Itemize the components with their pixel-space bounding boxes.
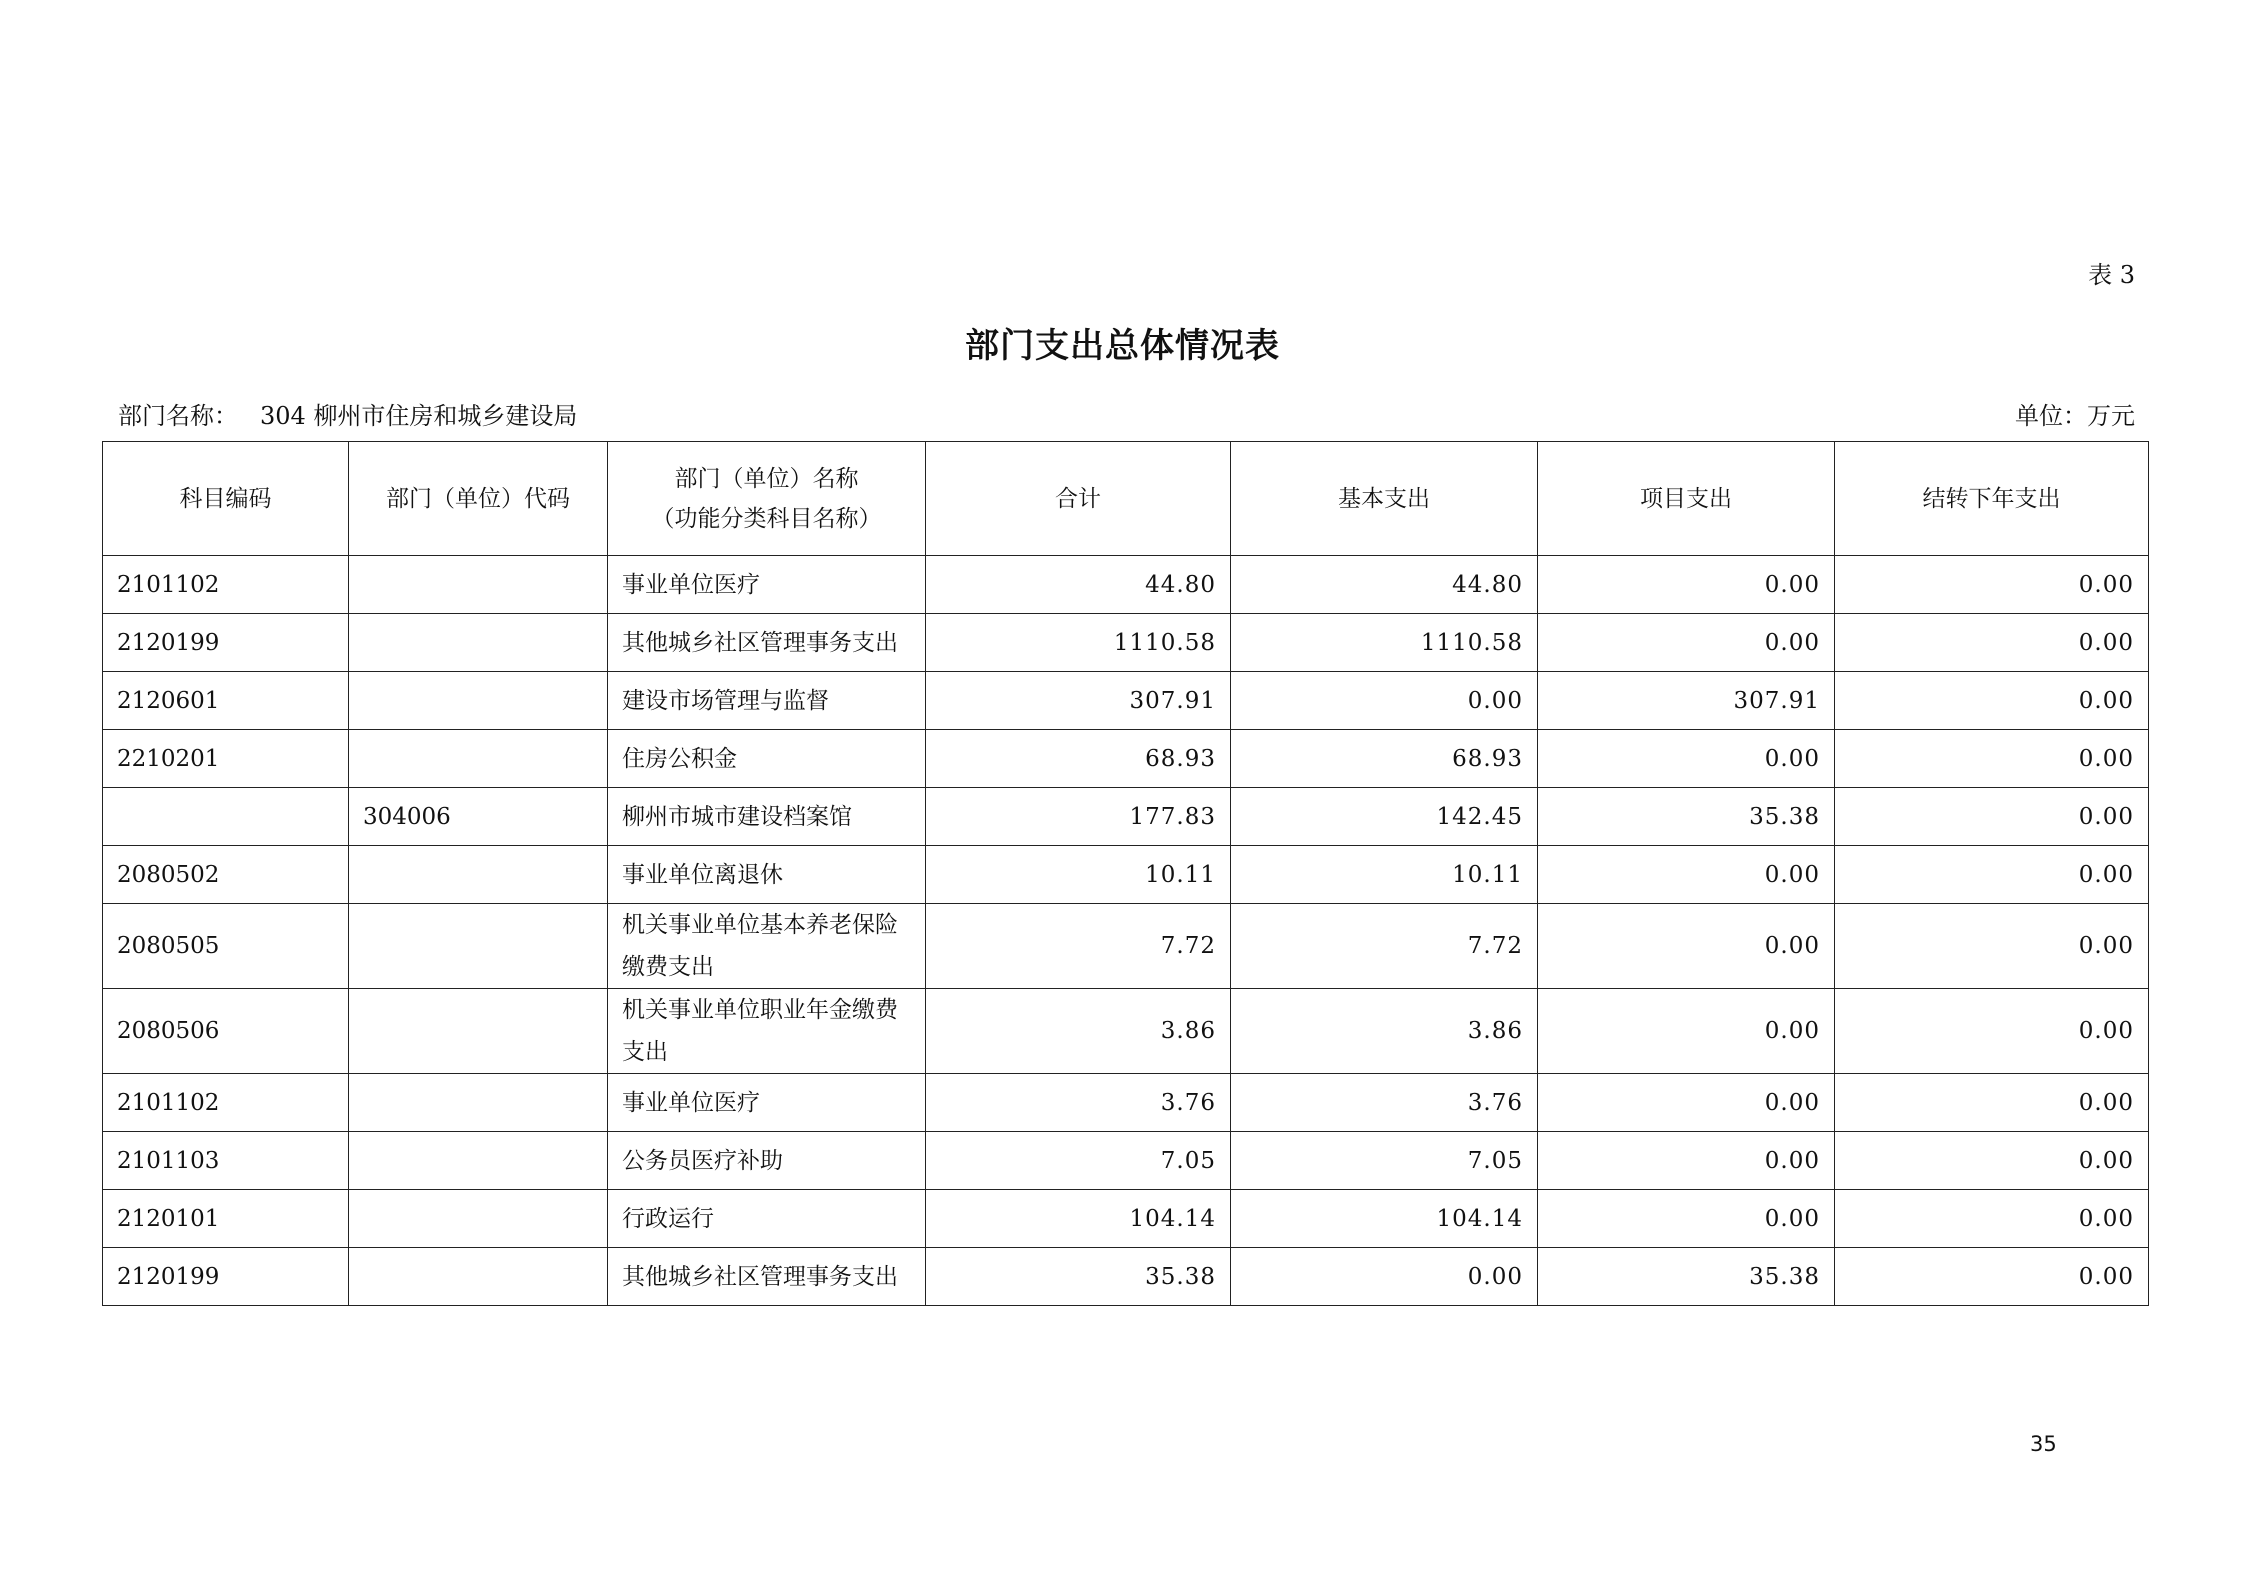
cell-basic: 0.00 — [1231, 1248, 1538, 1306]
cell-basic: 10.11 — [1231, 846, 1538, 904]
cell-dept-code — [349, 672, 608, 730]
cell-total: 68.93 — [926, 730, 1231, 788]
expenditure-table — [102, 441, 2149, 1306]
cell-name: 其他城乡社区管理事务支出 — [608, 1248, 926, 1306]
cell-basic: 1110.58 — [1231, 614, 1538, 672]
cell-carryover: 0.00 — [1835, 989, 2149, 1074]
cell-subject-code: 2101102 — [103, 1074, 349, 1132]
header-basic: 基本支出 — [1231, 442, 1538, 556]
cell-name: 柳州市城市建设档案馆 — [608, 788, 926, 846]
header-project: 项目支出 — [1538, 442, 1835, 556]
cell-subject-code: 2080502 — [103, 846, 349, 904]
cell-dept-code — [349, 730, 608, 788]
cell-name: 行政运行 — [608, 1190, 926, 1248]
cell-subject-code: 2120101 — [103, 1190, 349, 1248]
cell-name: 建设市场管理与监督 — [608, 672, 926, 730]
cell-name: 公务员医疗补助 — [608, 1132, 926, 1190]
cell-project: 0.00 — [1538, 1190, 1835, 1248]
cell-total: 177.83 — [926, 788, 1231, 846]
cell-total: 3.86 — [926, 989, 1231, 1074]
cell-project: 0.00 — [1538, 1074, 1835, 1132]
header-carryover: 结转下年支出 — [1835, 442, 2149, 556]
cell-dept-code: 304006 — [349, 788, 608, 846]
cell-carryover: 0.00 — [1835, 788, 2149, 846]
cell-total: 1110.58 — [926, 614, 1231, 672]
department-info — [118, 396, 577, 431]
page-number: 35 — [2030, 1432, 2057, 1456]
header-total: 合计 — [926, 442, 1231, 556]
cell-name: 其他城乡社区管理事务支出 — [608, 614, 926, 672]
cell-subject-code: 2080505 — [103, 904, 349, 989]
cell-carryover: 0.00 — [1835, 672, 2149, 730]
department-label: 部门名称： — [118, 402, 238, 430]
header-subject-code: 科目编码 — [103, 442, 349, 556]
table-row — [103, 788, 2149, 846]
table-row — [103, 614, 2149, 672]
table-header-row — [103, 442, 2149, 556]
table-row — [103, 1248, 2149, 1306]
cell-total: 44.80 — [926, 556, 1231, 614]
header-name-line2: （功能分类科目名称） — [651, 505, 882, 532]
cell-project: 0.00 — [1538, 989, 1835, 1074]
cell-total: 35.38 — [926, 1248, 1231, 1306]
cell-dept-code — [349, 1248, 608, 1306]
cell-carryover: 0.00 — [1835, 1132, 2149, 1190]
header-name — [608, 442, 926, 556]
cell-total: 7.72 — [926, 904, 1231, 989]
cell-name: 住房公积金 — [608, 730, 926, 788]
table-row — [103, 1074, 2149, 1132]
cell-subject-code — [103, 788, 349, 846]
table-row — [103, 904, 2149, 989]
cell-dept-code — [349, 989, 608, 1074]
cell-dept-code — [349, 1132, 608, 1190]
table-row — [103, 556, 2149, 614]
cell-name: 事业单位医疗 — [608, 1074, 926, 1132]
cell-project: 0.00 — [1538, 614, 1835, 672]
cell-basic: 44.80 — [1231, 556, 1538, 614]
cell-total: 104.14 — [926, 1190, 1231, 1248]
cell-carryover: 0.00 — [1835, 730, 2149, 788]
cell-carryover: 0.00 — [1835, 1190, 2149, 1248]
cell-basic: 104.14 — [1231, 1190, 1538, 1248]
cell-project: 35.38 — [1538, 1248, 1835, 1306]
cell-project: 0.00 — [1538, 1132, 1835, 1190]
cell-name: 事业单位离退休 — [608, 846, 926, 904]
cell-project: 0.00 — [1538, 556, 1835, 614]
cell-subject-code: 2210201 — [103, 730, 349, 788]
table-row — [103, 730, 2149, 788]
cell-name: 事业单位医疗 — [608, 556, 926, 614]
cell-name: 机关事业单位基本养老保险缴费支出 — [608, 904, 926, 989]
cell-project: 0.00 — [1538, 730, 1835, 788]
unit-label: 单位：万元 — [2015, 402, 2135, 430]
cell-total: 307.91 — [926, 672, 1231, 730]
department-value: 304 柳州市住房和城乡建设局 — [260, 402, 578, 430]
cell-subject-code: 2120199 — [103, 1248, 349, 1306]
table-row — [103, 989, 2149, 1074]
cell-subject-code: 2120601 — [103, 672, 349, 730]
cell-total: 7.05 — [926, 1132, 1231, 1190]
cell-name: 机关事业单位职业年金缴费支出 — [608, 989, 926, 1074]
cell-carryover: 0.00 — [1835, 1074, 2149, 1132]
cell-basic: 3.86 — [1231, 989, 1538, 1074]
cell-basic: 142.45 — [1231, 788, 1538, 846]
cell-basic: 7.05 — [1231, 1132, 1538, 1190]
header-name-line1: 部门（单位）名称 — [674, 465, 859, 492]
cell-subject-code: 2080506 — [103, 989, 349, 1074]
cell-basic: 7.72 — [1231, 904, 1538, 989]
table-row — [103, 672, 2149, 730]
cell-project: 307.91 — [1538, 672, 1835, 730]
cell-project: 35.38 — [1538, 788, 1835, 846]
header-dept-code: 部门（单位）代码 — [349, 442, 608, 556]
table-row — [103, 846, 2149, 904]
cell-basic: 3.76 — [1231, 1074, 1538, 1132]
cell-dept-code — [349, 1190, 608, 1248]
cell-project: 0.00 — [1538, 846, 1835, 904]
cell-project: 0.00 — [1538, 904, 1835, 989]
table-row — [103, 1132, 2149, 1190]
cell-subject-code: 2101102 — [103, 556, 349, 614]
cell-dept-code — [349, 846, 608, 904]
cell-carryover: 0.00 — [1835, 904, 2149, 989]
cell-carryover: 0.00 — [1835, 556, 2149, 614]
cell-basic: 0.00 — [1231, 672, 1538, 730]
cell-subject-code: 2120199 — [103, 614, 349, 672]
cell-total: 10.11 — [926, 846, 1231, 904]
table-number-label: 表 3 — [2088, 261, 2135, 289]
cell-carryover: 0.00 — [1835, 614, 2149, 672]
cell-dept-code — [349, 614, 608, 672]
cell-dept-code — [349, 556, 608, 614]
cell-basic: 68.93 — [1231, 730, 1538, 788]
cell-dept-code — [349, 1074, 608, 1132]
cell-carryover: 0.00 — [1835, 1248, 2149, 1306]
cell-subject-code: 2101103 — [103, 1132, 349, 1190]
page-title: 部门支出总体情况表 — [965, 326, 1280, 366]
cell-dept-code — [349, 904, 608, 989]
cell-carryover: 0.00 — [1835, 846, 2149, 904]
cell-total: 3.76 — [926, 1074, 1231, 1132]
table-row — [103, 1190, 2149, 1248]
